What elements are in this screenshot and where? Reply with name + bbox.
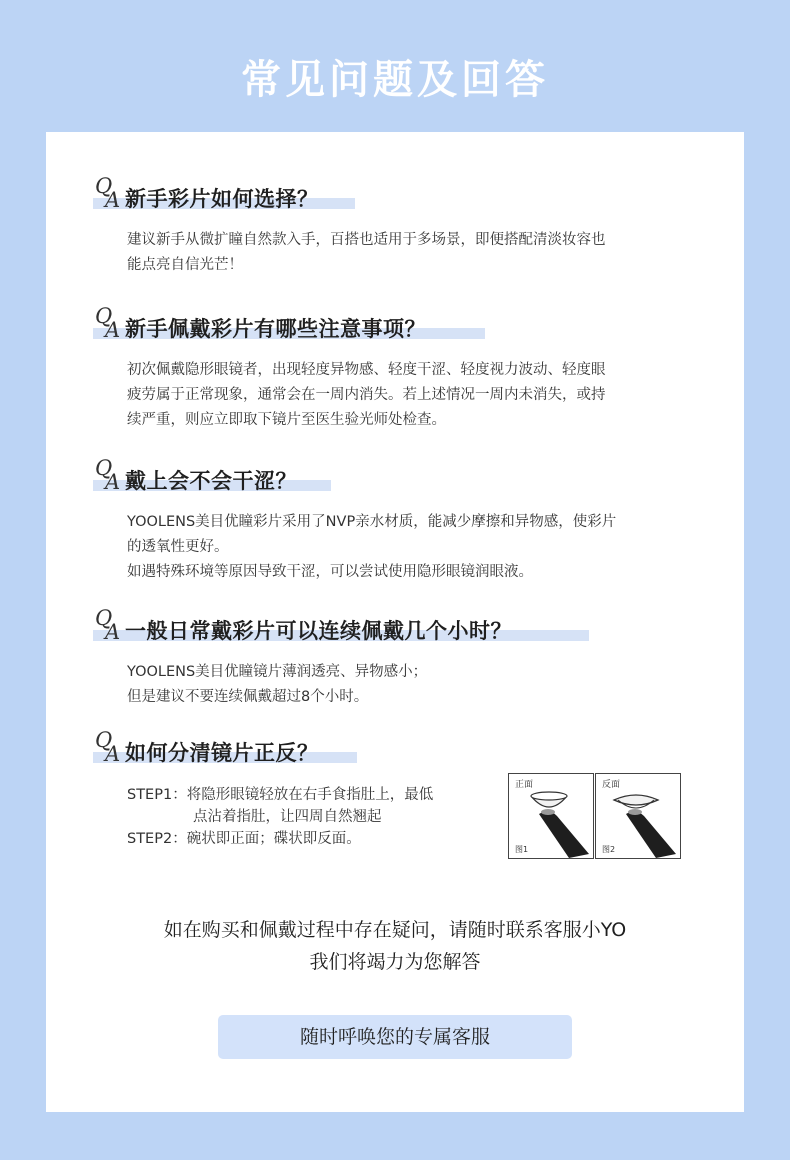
page-title: 常见问题及回答 [241, 57, 549, 103]
faq-item [93, 176, 713, 278]
figure-label: 正面 [515, 780, 534, 790]
answer-text: YOOLENS美目优瞳镜片薄润透亮、异物感小； 但是建议不要连续佩戴超过8个小时。 [127, 664, 428, 705]
faq-item [93, 608, 713, 710]
faq-item [93, 458, 713, 585]
question-row [93, 306, 713, 346]
qa-icon: Q A [95, 304, 121, 342]
qa-icon: Q A [95, 456, 121, 494]
answer-text: YOOLENS美目优瞳彩片采用了NVP亲水材质，能减少摩擦和异物感，使彩片 的透氧性更好。 如遇特殊环境等原因导致干涩，可以尝试使用隐形眼镜润眼液。 [127, 514, 617, 580]
figure-caption: 图2 [602, 845, 616, 854]
question-row [93, 608, 713, 648]
question-text: 戴上会不会干涩？ [125, 469, 297, 493]
question-text: 新手佩戴彩片有哪些注意事项？ [125, 317, 426, 341]
contact-line: 我们将竭力为您解答 [309, 951, 481, 973]
contact-line: 如在购买和佩戴过程中存在疑问，请随时联系客服小YO [163, 919, 627, 941]
faq-card [46, 132, 744, 1112]
lens-back-figure [595, 773, 681, 859]
step1-line: STEP1：将隐形眼镜轻放在右手食指肚上，最低 [127, 787, 434, 803]
figure-caption: 图1 [515, 845, 529, 854]
question-row [93, 730, 713, 770]
figure-label: 反面 [602, 780, 621, 790]
question-text: 新手彩片如何选择？ [125, 187, 319, 211]
question-row [93, 176, 713, 216]
question-row [93, 458, 713, 498]
qa-icon: Q A [95, 728, 121, 766]
faq-item [93, 306, 713, 433]
answer-text: 建议新手从微扩瞳自然款入手，百搭也适用于多场景，即便搭配清淡妆容也 能点亮自信光芒！ [127, 232, 606, 273]
lens-front-figure [508, 773, 594, 859]
question-text: 如何分清镜片正反？ [125, 741, 319, 765]
step2-line: STEP2：碗状即正面；碟状即反面。 [127, 831, 361, 847]
qa-icon: Q A [95, 606, 121, 644]
qa-icon: Q A [95, 174, 121, 212]
question-text: 一般日常戴彩片可以连续佩戴几个小时？ [125, 619, 512, 643]
contact-text [46, 914, 744, 978]
step1-continuation: 点沾着指肚，让四周自然翘起 [193, 809, 382, 825]
answer-text: 初次佩戴隐形眼镜者，出现轻度异物感、轻度干涩、轻度视力波动、轻度眼 疲劳属于正常现象，通常会在一周内消失。若上述情况一周内未消失，或持 续严重，则应立即取下镜片至医生验光师处检查。 [127, 362, 606, 428]
customer-service-button[interactable]: 随时呼唤您的专属客服 [218, 1015, 572, 1059]
